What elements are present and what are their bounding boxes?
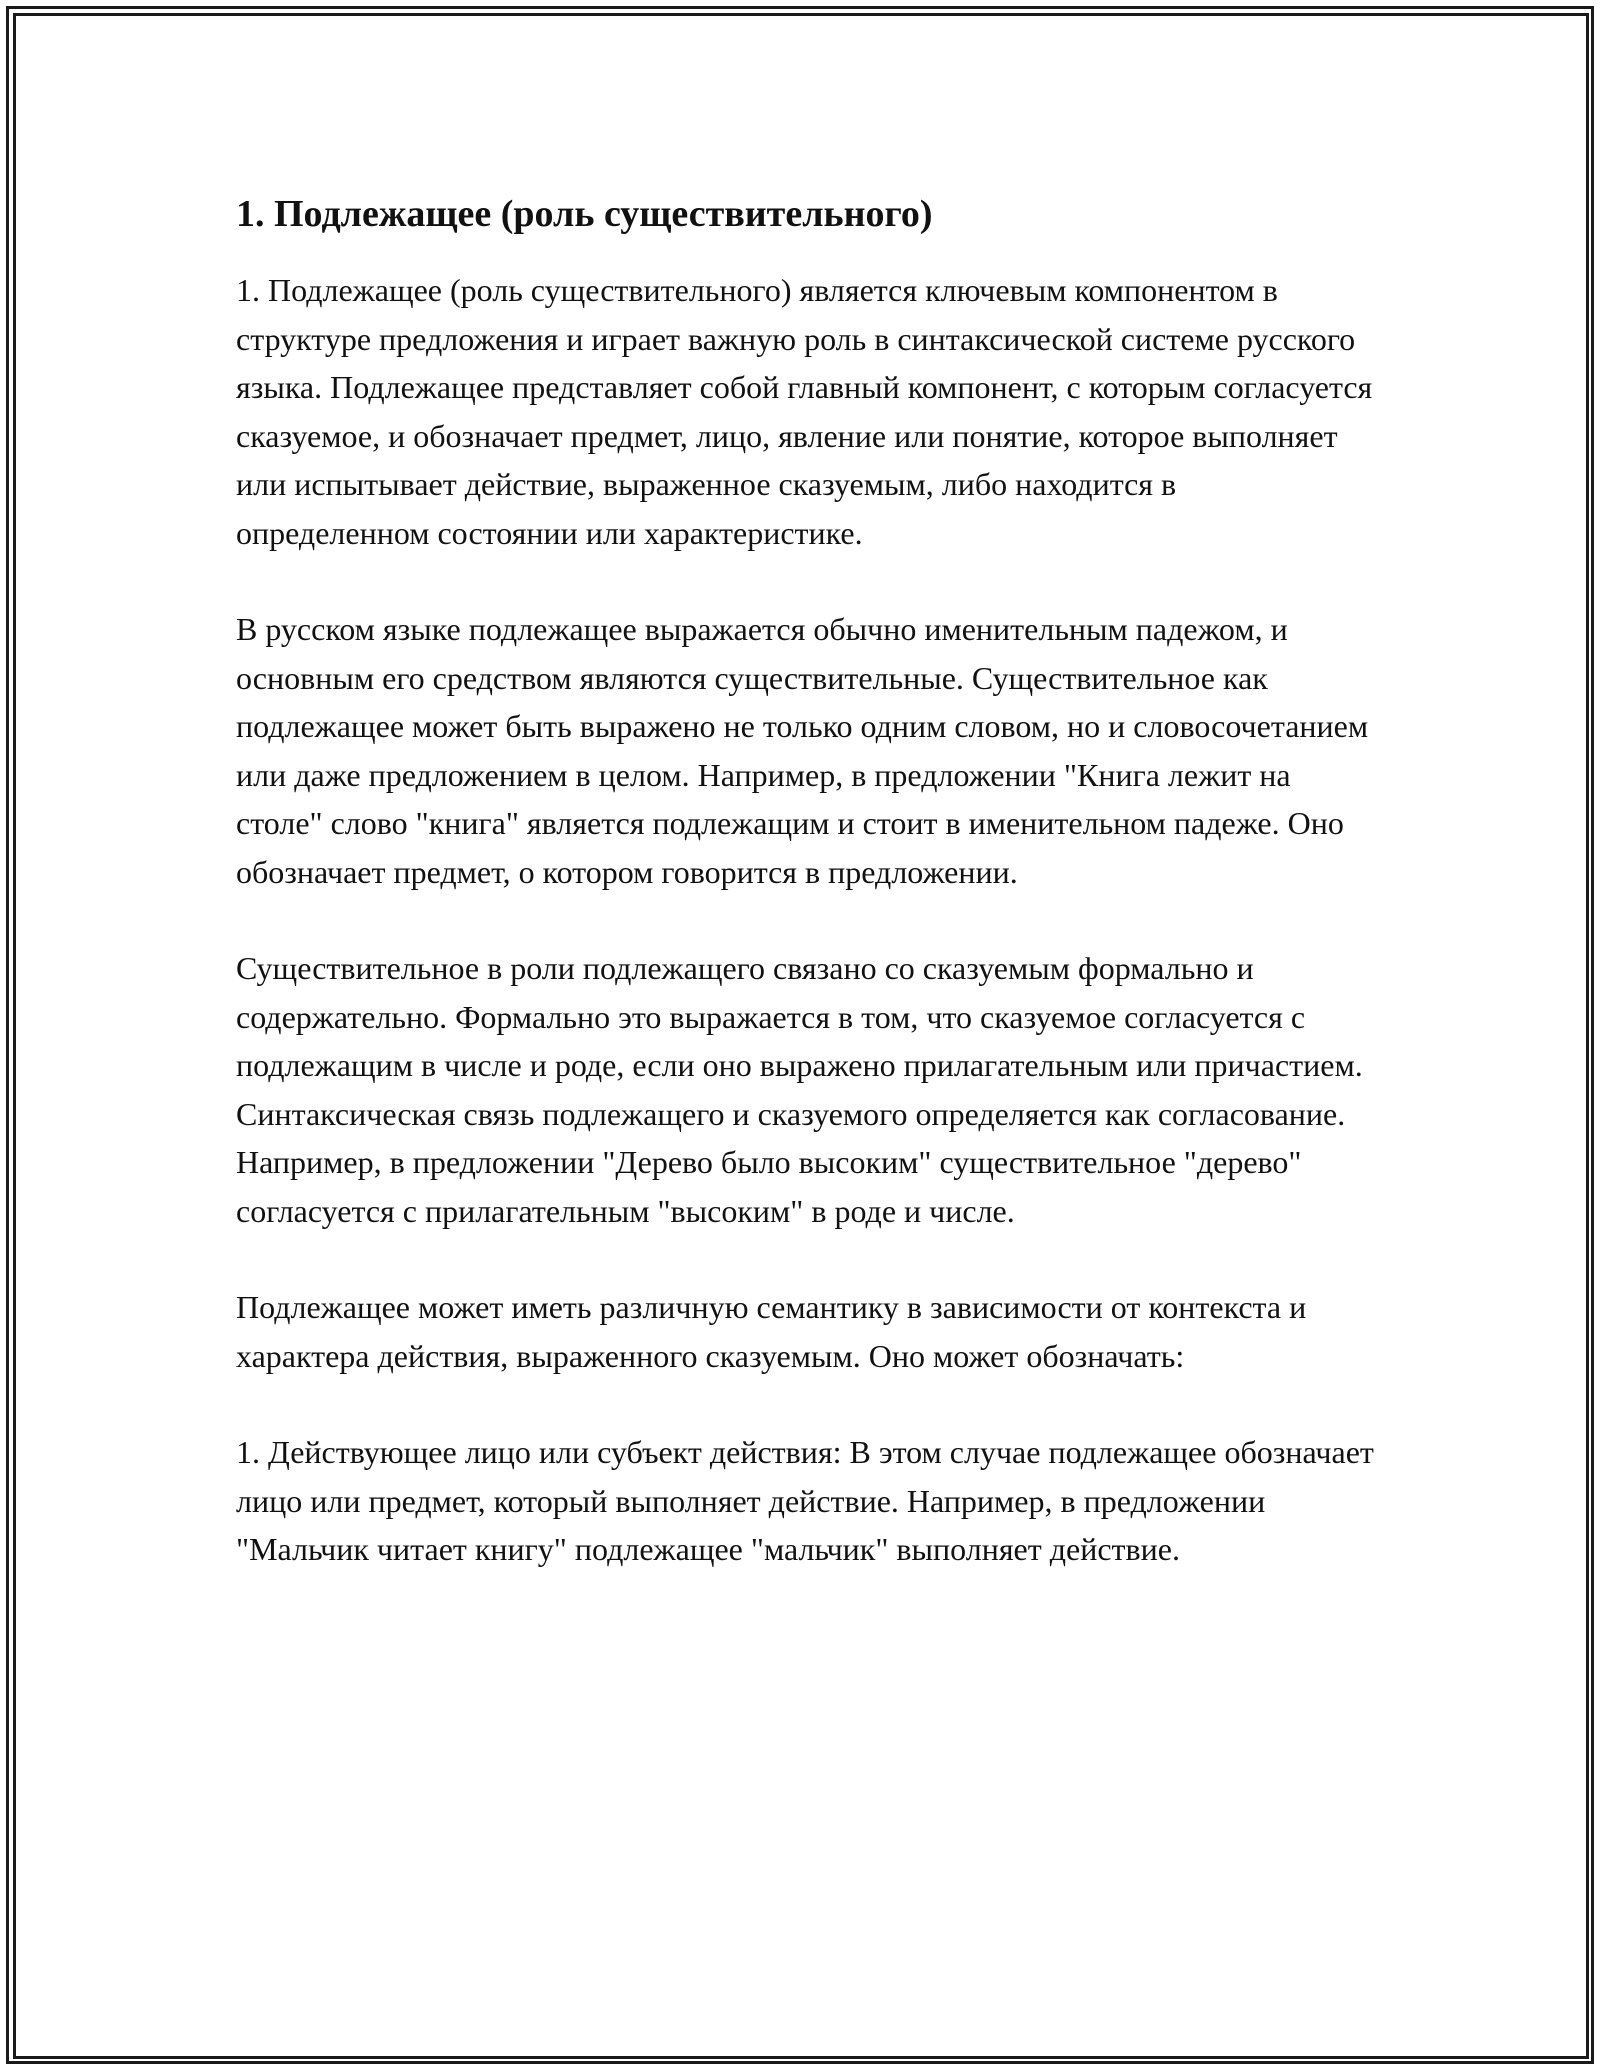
paragraph-semantics: Подлежащее может иметь различную семантику в зависимости от контекста и характера действия, выраженного сказуемым. Оно может обозначать: [236,1289,1307,1374]
paragraph-agreement: Существительное в роли подлежащего связано со сказуемым формально и содержательно. Формально это выражается в том, что сказуемое согласуется с подлежащим в числе и роде, если оно выражено прилагательным или причастием. Синтаксическая связь подлежащего и сказуемого определяется как согласование. Например, в предложении "Дерево было высоким" существительное "дерево" согласуется с прилагательным "высоким" в роде и числе. [236,950,1363,1229]
paragraph-agent: 1. Действующее лицо или субъект действия: В этом случае подлежащее обозначает лицо или предмет, который выполняет действие. Например, в предложении "Мальчик читает книгу" подлежащее "мальчик" выполняет действие. [236,1434,1374,1567]
paragraph-definition: 1. Подлежащее (роль существительного) является ключевым компонентом в структуре предложения и играет важную роль в синтаксической системе русского языка. Подлежащее представляет собой главный компонент, с которым согласуется сказуемое, и обозначает предмет, лицо, явление или понятие, которое выполняет или испытывает действие, выраженное сказуемым, либо находится в определенном состоянии или характеристике. [236,272,1373,551]
paragraph-nominative-case: В русском языке подлежащее выражается обычно именительным падежом, и основным его средством являются существительные. Существительное как подлежащее может быть выражено не только одним словом, но и словосочетанием или даже предложением в целом. Например, в предложении "Книга лежит на столе" слово "книга" является подлежащим и стоит в именительном падеже. Оно обозначает предмет, о котором говорится в предложении. [236,611,1369,890]
section-heading: 1. Подлежащее (роль существительного) [236,193,933,235]
document-body [236,184,1376,1622]
